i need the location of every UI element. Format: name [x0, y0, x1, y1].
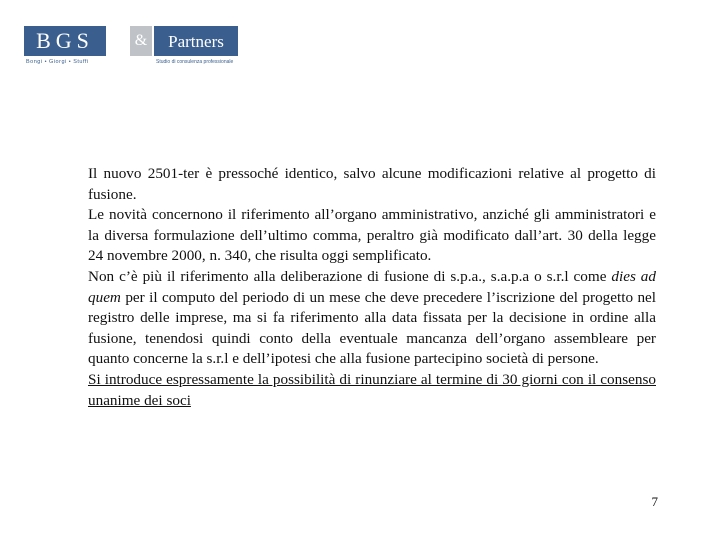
logo-subtitle: Studio di consulenza professionale [156, 59, 234, 65]
paragraph-3-end: per il computo del periodo di un mese che deve precedere l’iscrizione del progetto nel registro delle imprese, ma si fa riferimento alla data fissata per la decisione in ordine alla fusione, tenendosi quindi conto della eventuale mancanza dell’organo assembleare per quanto concerne la s.r.l e dell’ipotesi che alla fusione partecipino società di persone. [88, 288, 656, 368]
paragraph-4: Si introduce espressamente la possibilità di rinunziare al termine di 30 giorni con il consenso unanime dei soci [88, 370, 656, 409]
latin-term: dies ad quem [88, 267, 656, 306]
logo-ampersand: & [130, 26, 152, 56]
logo-bgs-text: BGS [36, 28, 94, 53]
page-number: 7 [651, 494, 658, 509]
paragraph-1: Il nuovo 2501-ter è pressoché identico, salvo alcune modificazioni relative al progetto di fusione. [88, 165, 656, 203]
logo-names: Bongi • Giorgi • Stuffi [26, 59, 89, 65]
paragraph-3-start: Non c’è più il riferimento alla deliberazione di fusione di s.p.a., s.a.p.a o s.r.l come [88, 267, 612, 285]
logo-partners-text: Partners [168, 31, 224, 51]
logo-partners-block [154, 26, 238, 56]
logo [24, 26, 234, 65]
slide-body [88, 164, 656, 411]
logo-bgs-block [24, 26, 106, 56]
paragraph-3 [88, 267, 656, 370]
paragraph-2: Le novità concernono il riferimento all’organo amministrativo, anziché gli amministratori e la diversa formulazione dell’ultimo comma, peraltro già modificato dall’art. 30 della legge 24 novembre 2000, n. 340, che risulta oggi semplificato. [88, 206, 656, 265]
